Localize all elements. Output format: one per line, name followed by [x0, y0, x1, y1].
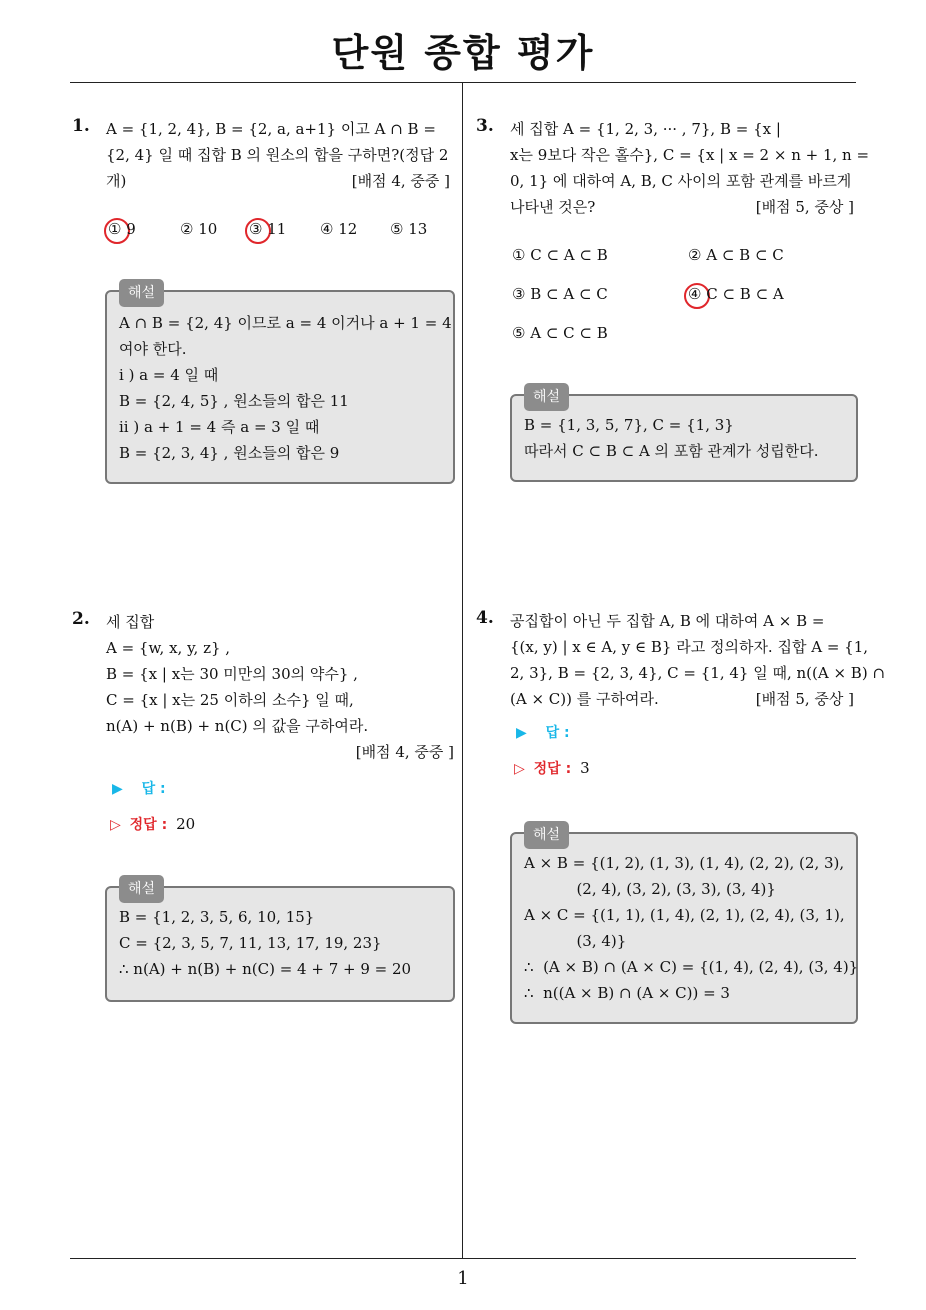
q4-line: 2, 3}, B = {2, 3, 4}, C = {1, 4} 일 때, n((A × B) ∩	[510, 664, 886, 682]
q1-choice-4[interactable]: ④ 12	[320, 220, 358, 238]
q4-line: 공집합이 아닌 두 집합 A, B 에 대하여 A × B =	[510, 612, 825, 630]
q3-solution-line: B = {1, 3, 5, 7}, C = {1, 3}	[524, 416, 734, 434]
q2-line: A = {w, x, y, z} ,	[106, 639, 231, 657]
play-arrow-icon: ▶	[516, 725, 527, 741]
q2-correct-row	[110, 814, 195, 834]
q1-solution-line: A ∩ B = {2, 4} 이므로 a = 4 이거나 a + 1 = 4	[119, 314, 452, 332]
q4-correct-value: 3	[580, 759, 590, 777]
q2-score: [배점 4, 중중 ]	[355, 743, 454, 761]
q4-solution-line: (2, 4), (3, 2), (3, 3), (3, 4)}	[524, 880, 776, 898]
q1-solution-line: i ) a = 4 일 때	[119, 366, 219, 384]
q4-answer-label: 답 :	[545, 725, 570, 741]
q1-number: 1.	[72, 116, 90, 136]
q3-solution-tag: 해설	[524, 383, 569, 411]
q3-choice-1[interactable]: ① C ⊂ A ⊂ B	[512, 246, 608, 264]
q3-solution-line: 따라서 C ⊂ B ⊂ A 의 포함 관계가 성립한다.	[524, 442, 819, 460]
q3-choice-4[interactable]: ④ C ⊂ B ⊂ A	[688, 285, 784, 303]
q1-solution-box	[105, 285, 455, 484]
q1-line: 개)	[106, 172, 127, 190]
q3-choice-3[interactable]: ③ B ⊂ A ⊂ C	[512, 285, 608, 303]
q1-score: [배점 4, 중중 ]	[351, 172, 450, 190]
q1-choice-1[interactable]: ① 9	[108, 220, 136, 238]
q2-line: C = {x | x는 25 이하의 소수} 일 때,	[106, 691, 354, 709]
q4-solution-line: ∴ n((A × B) ∩ (A × C)) = 3	[524, 984, 730, 1002]
q4-solution-box	[510, 827, 859, 1024]
q2-solution-tag: 해설	[119, 875, 164, 903]
q1-line: A = {1, 2, 4}, B = {2, a, a+1} 이고 A ∩ B =	[106, 120, 436, 138]
q2-text	[106, 609, 454, 765]
q4-score: [배점 5, 중상 ]	[755, 690, 854, 708]
q4-solution-line: ∴ (A × B) ∩ (A × C) = {(1, 4), (2, 4), (3, 4)}	[524, 958, 859, 976]
q2-answer-label: 답 :	[141, 781, 166, 797]
q4-solution-line: (3, 4)}	[524, 932, 627, 950]
q3-solution-box	[510, 389, 858, 482]
q1-text	[106, 116, 454, 194]
q4-line: {(x, y) | x ∈ A, y ∈ B} 라고 정의하자. 집합 A = {1,	[510, 638, 869, 656]
q4-solution-tag: 해설	[524, 821, 569, 849]
column-divider	[462, 82, 463, 1258]
q3-choices	[512, 246, 858, 346]
q4-line: (A × C)) 를 구하여라.	[510, 690, 659, 708]
q4-text	[510, 608, 886, 712]
page-title: 단원 종합 평가	[331, 31, 595, 75]
q1-solution-line: ii ) a + 1 = 4 즉 a = 3 일 때	[119, 418, 320, 436]
q2-correct-value: 20	[176, 815, 196, 833]
q2-solution-line: C = {2, 3, 5, 7, 11, 13, 17, 19, 23}	[119, 934, 382, 952]
q3-line: x는 9보다 작은 홀수}, C = {x | x = 2 × n + 1, n =	[510, 146, 870, 164]
play-arrow-icon: ▶	[112, 781, 123, 797]
q3-line: 나타낸 것은?	[510, 198, 596, 216]
q2-answer-row	[112, 778, 166, 798]
top-rule	[70, 82, 856, 83]
q2-line: 세 집합	[106, 613, 155, 631]
q2-solution-line: B = {1, 2, 3, 5, 6, 10, 15}	[119, 908, 315, 926]
q4-correct-label: 정답 :	[533, 761, 572, 777]
q3-line: 세 집합 A = {1, 2, 3, ··· , 7}, B = {x |	[510, 120, 781, 138]
q3-choice-5[interactable]: ⑤ A ⊂ C ⊂ B	[512, 324, 608, 342]
q4-answer-row	[516, 722, 570, 742]
q2-correct-label: 정답 :	[129, 817, 168, 833]
q3-line: 0, 1} 에 대하여 A, B, C 사이의 포함 관계를 바르게	[510, 172, 852, 190]
bottom-rule	[70, 1258, 856, 1259]
q3-text	[510, 116, 870, 220]
q1-line: {2, 4} 일 때 집합 B 의 원소의 합을 구하면?(정답 2	[106, 146, 449, 164]
page-number: 1	[457, 1268, 469, 1289]
q3-number: 3.	[476, 116, 494, 136]
q3-score: [배점 5, 중상 ]	[755, 198, 854, 216]
q4-solution-line: A × C = {(1, 1), (1, 4), (2, 1), (2, 4), (3, 1),	[524, 906, 845, 924]
q1-solution-line: B = {2, 4, 5} , 원소들의 합은 11	[119, 392, 349, 410]
q1-choices	[108, 220, 458, 244]
q2-solution-box	[105, 881, 455, 1002]
outline-arrow-icon: ▷	[514, 761, 525, 777]
outline-arrow-icon: ▷	[110, 817, 121, 833]
q2-solution-line: ∴ n(A) + n(B) + n(C) = 4 + 7 + 9 = 20	[119, 960, 412, 978]
q1-choice-5[interactable]: ⑤ 13	[390, 220, 428, 238]
q4-correct-row	[514, 758, 590, 778]
q1-solution-line: 여야 한다.	[119, 340, 187, 358]
q4-solution-line: A × B = {(1, 2), (1, 3), (1, 4), (2, 2), (2, 3),	[524, 854, 845, 872]
q1-choice-2[interactable]: ② 10	[180, 220, 218, 238]
q1-solution-tag: 해설	[119, 279, 164, 307]
q1-solution-line: B = {2, 3, 4} , 원소들의 합은 9	[119, 444, 340, 462]
q2-line: B = {x | x는 30 미만의 30의 약수} ,	[106, 665, 358, 683]
q1-choice-3[interactable]: ③ 11	[249, 220, 287, 238]
q4-number: 4.	[476, 608, 494, 628]
q2-number: 2.	[72, 609, 90, 629]
q2-line: n(A) + n(B) + n(C) 의 값을 구하여라.	[106, 717, 369, 735]
q3-choice-2[interactable]: ② A ⊂ B ⊂ C	[688, 246, 784, 264]
